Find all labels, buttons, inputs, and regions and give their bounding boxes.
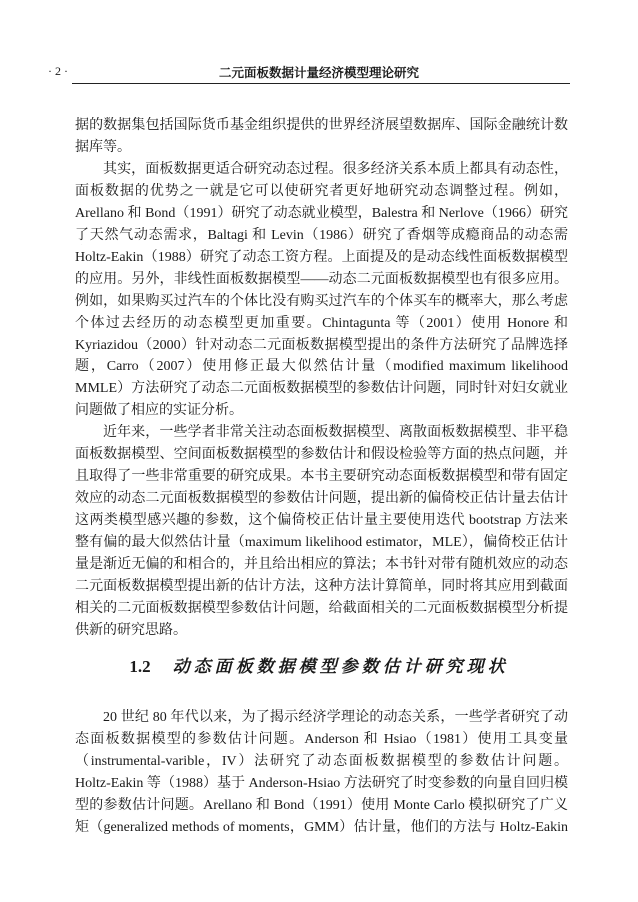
text-line: 其实，面板数据更适合研究动态过程。很多经济关系本质上都具有动态性， — [103, 161, 568, 177]
text-line: 二元面板数据模型提出新的估计方法，这种方法计算简单，同时将其应用到截面 — [75, 578, 568, 594]
text-line: 20 世纪 80 年代以来，为了揭示经济学理论的动态关系，一些学者研究了动 — [103, 710, 568, 725]
text-line: 据库等。 — [75, 139, 131, 155]
text-line: 例如，如果购买过汽车的个体比没有购买过汽车的个体买车的概率大，那么考虑 — [75, 293, 568, 309]
text-line: 效应的动态二元面板数据模型的参数估计问题，提出新的偏倚校正估计量去估计 — [75, 491, 568, 507]
text-line: 矩（generalized methods of moments，GMM）估计量，他们的方法与 Holtz-Eakin — [75, 819, 568, 835]
text-line: 型的参数估计问题。Arellano 和 Bond（1991）使用 Monte Carlo 模拟研究了广义 — [75, 797, 568, 813]
section-number: 1.2 — [129, 657, 151, 676]
text-line: 题，Carro（2007）使用修正最大似然估计量（modified maximum likelihood — [75, 359, 568, 375]
page-number: · 2 · — [48, 64, 68, 78]
text-line: Arellano 和 Bond（1991）研究了动态就业模型，Balestra 和 Nerlove（1966）研究 — [75, 205, 568, 221]
text-line: 面板数据模型、空间面板数据模型的参数估计和假设检验等方面的热点问题，并 — [75, 447, 568, 463]
text-line: 据的数据集包括国际货币基金组织提供的世界经济展望数据库、国际金融统计数 — [75, 118, 568, 133]
text-line: Holtz-Eakin（1988）研究了动态工资方程。上面提及的是动态线性面板数据模型 — [75, 249, 568, 265]
text-line: 面板数据的优势之一就是它可以使研究者更好地研究动态调整过程。例如， — [75, 183, 568, 199]
text-line: 这两类模型感兴趣的参数，这个偏倚校正估计量主要使用迭代 bootstrap 方法来 — [75, 513, 568, 529]
text-line: MMLE）方法研究了动态二元面板数据模型的参数估计问题，同时针对妇女就业 — [75, 381, 568, 397]
text-line: Holtz-Eakin 等（1988）基于 Anderson-Hsiao 方法研究了时变参数的向量自回归模 — [75, 775, 568, 791]
text-line: 整有偏的最大似然估计量（maximum likelihood estimator，MLE），偏倚校正估计 — [75, 535, 568, 551]
header-rule — [72, 83, 570, 84]
text-line: 问题做了相应的实证分析。 — [75, 403, 243, 419]
text-line: （instrumental-varible，IV）法研究了动态面板数据模型的参数估计问题。 — [75, 753, 568, 769]
text-line: 态面板数据模型的参数估计问题。Anderson 和 Hsiao（1981）使用工具变量 — [75, 731, 568, 747]
running-title: 二元面板数据计量经济模型理论研究 — [218, 65, 419, 80]
text-line: 的应用。另外，非线性面板数据模型——动态二元面板数据模型也有很多应用。 — [75, 271, 568, 287]
text-line: Kyriazidou（2000）针对动态二元面板数据模型提出的条件方法研究了品牌选择 — [75, 337, 568, 353]
text-line: 近年来，一些学者非常关注动态面板数据模型、离散面板数据模型、非平稳 — [103, 425, 568, 441]
text-line: 且取得了一些非常重要的研究成果。本书主要研究动态面板数据模型和带有固定 — [75, 469, 568, 485]
text-line: 个体过去经历的动态模型更加重要。Chintagunta 等（2001）使用 Honore 和 — [75, 315, 568, 331]
text-line: 供新的研究思路。 — [75, 622, 187, 638]
text-line: 了天然气动态需求，Baltagi 和 Levin（1986）研究了香烟等成瘾商品的动态需 — [75, 227, 568, 243]
text-line: 量是渐近无偏的和相合的，并且给出相应的算法；本书针对带有随机效应的动态 — [75, 557, 568, 572]
text-line: 相关的二元面板数据模型参数估计问题，给截面相关的二元面板数据模型分析提 — [75, 600, 568, 616]
section-heading — [0, 652, 638, 677]
section-title: 动态面板数据模型参数估计研究现状 — [172, 657, 509, 677]
